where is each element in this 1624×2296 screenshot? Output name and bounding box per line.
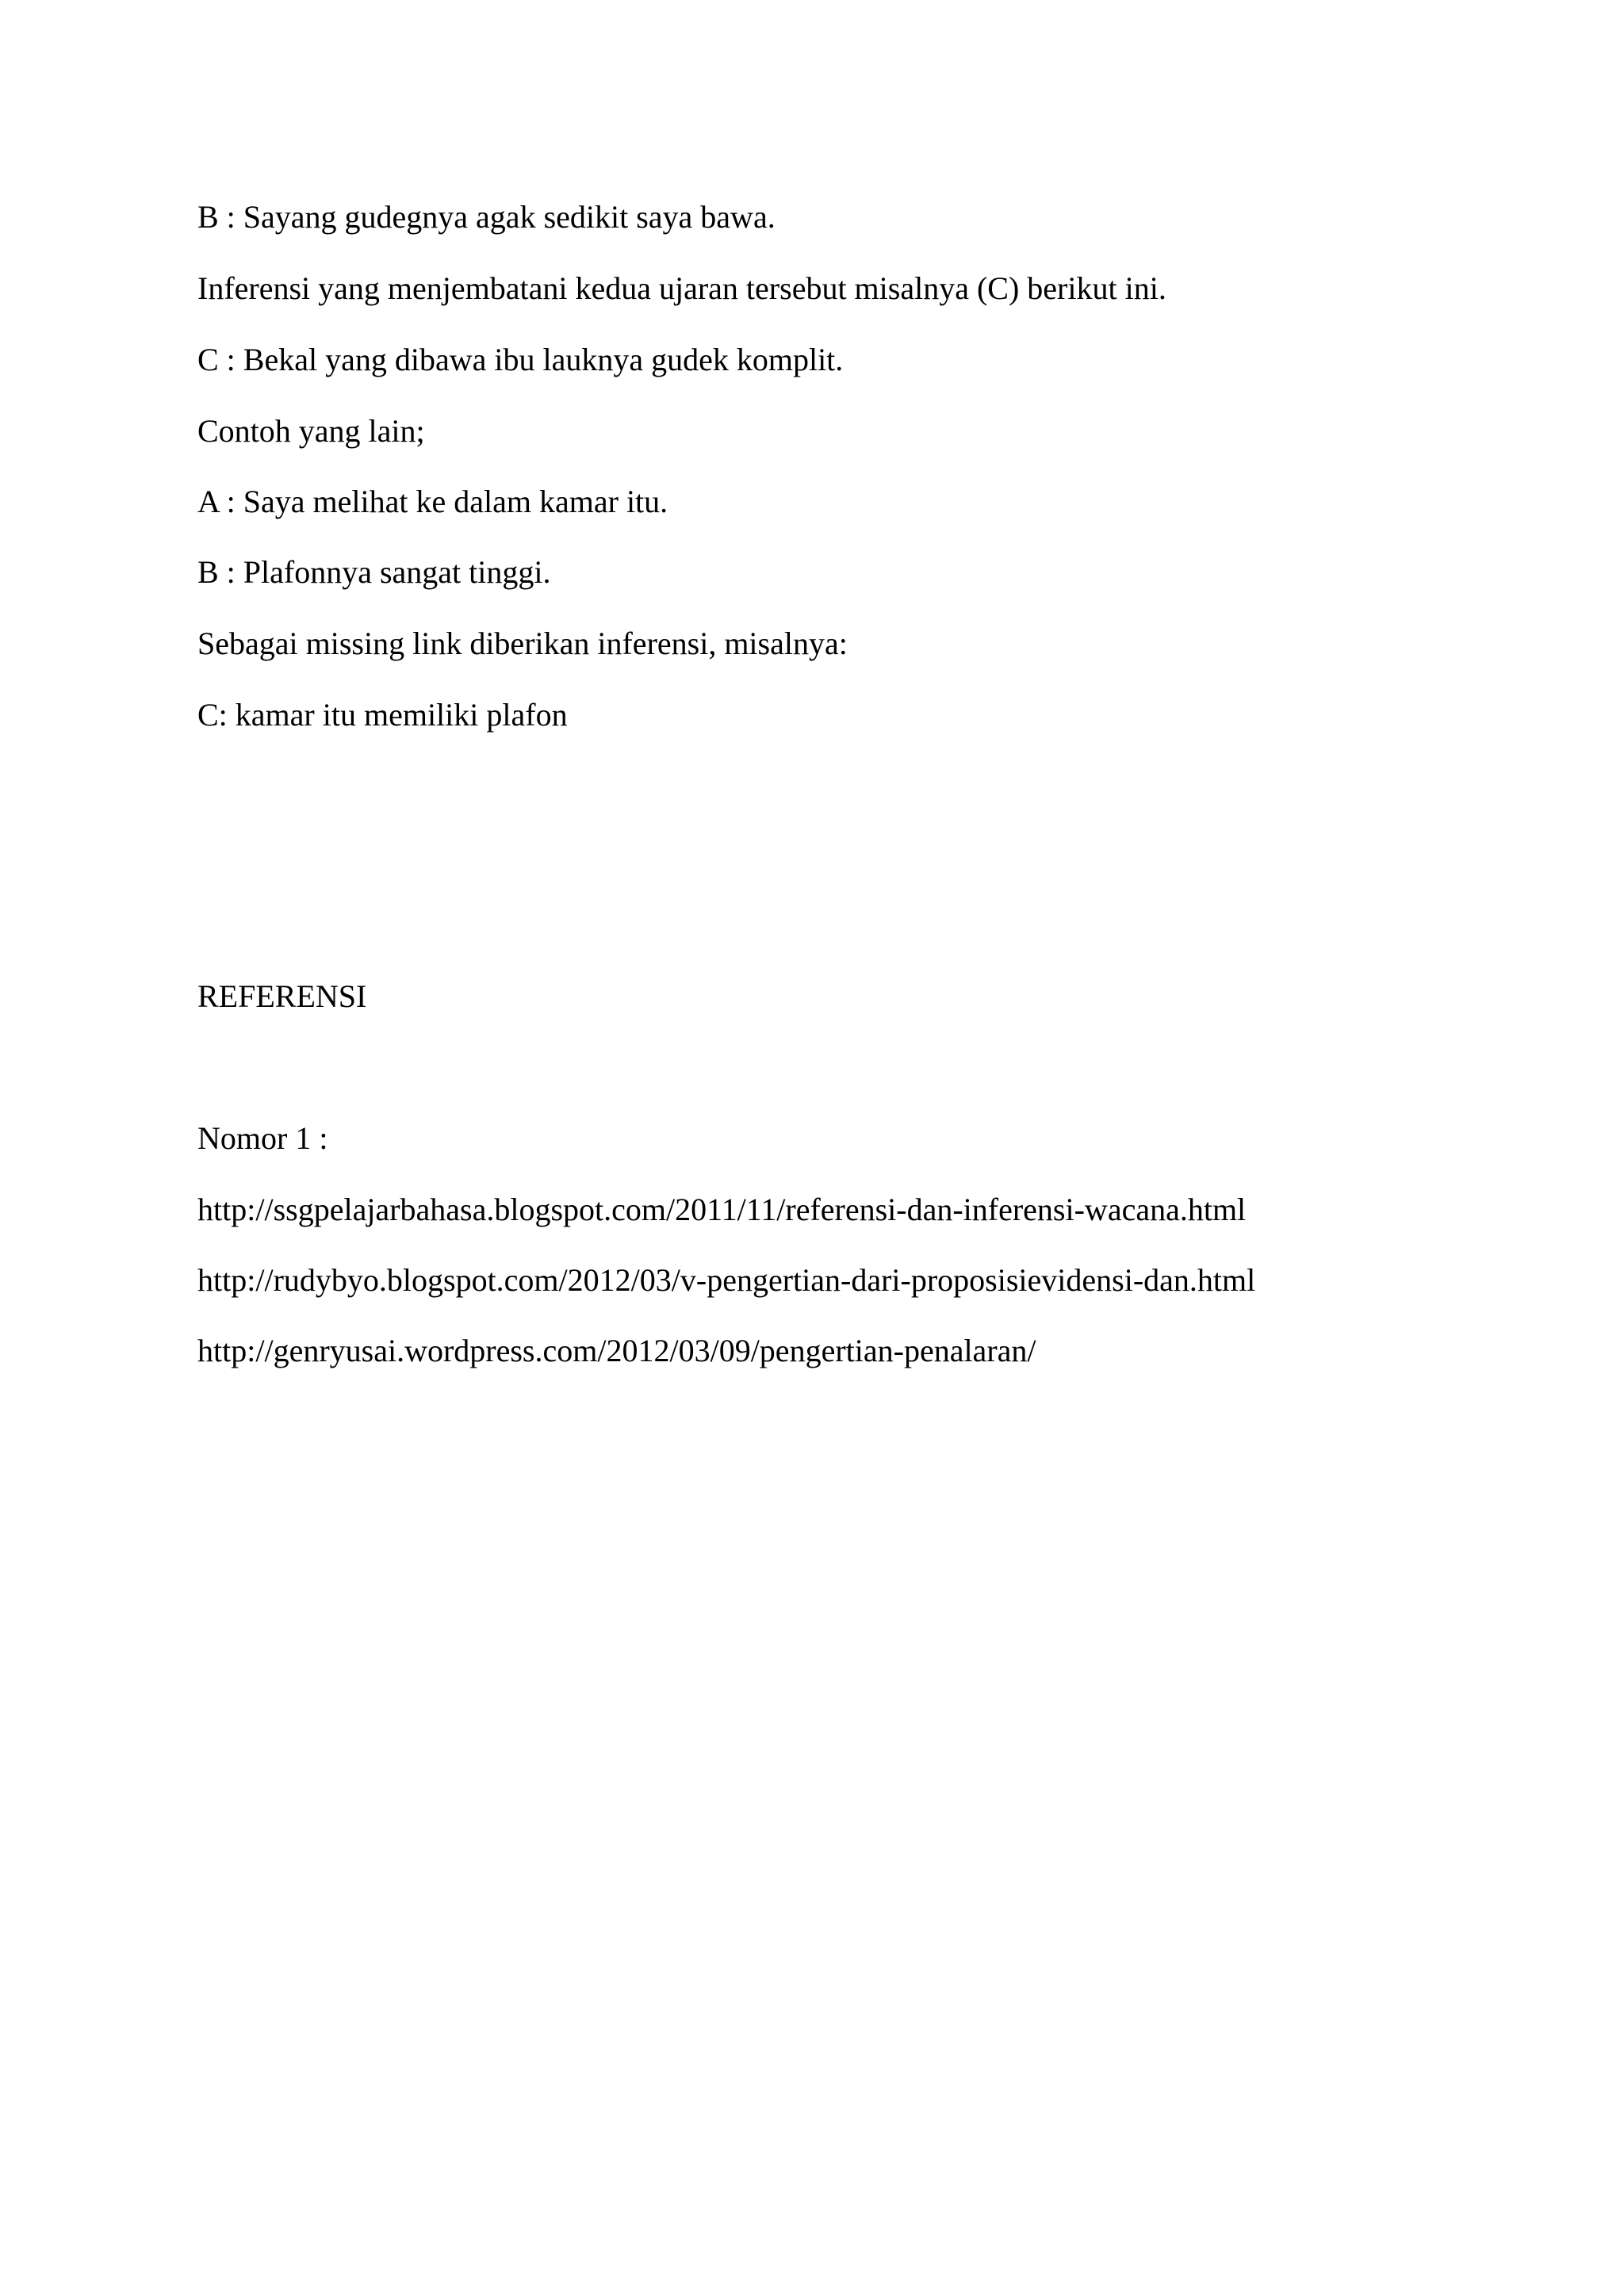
reference-link-3[interactable]: http://genryusai.wordpress.com/2012/03/09/pengertian-penalaran/: [197, 1333, 1036, 1368]
body-line-inferensi: Inferensi yang menjembatani kedua ujaran tersebut misalnya (C) berikut ini.: [197, 270, 1166, 306]
body-line-b-plafon: B : Plafonnya sangat tinggi.: [197, 554, 551, 590]
body-line-b-gudeg: B : Sayang gudegnya agak sedikit saya bawa.: [197, 199, 776, 235]
references-heading: REFERENSI: [197, 978, 367, 1014]
body-line-contoh: Contoh yang lain;: [197, 413, 425, 449]
body-line-missing-link: Sebagai missing link diberikan inferensi, misalnya:: [197, 626, 848, 661]
body-line-a-kamar: A : Saya melihat ke dalam kamar itu.: [197, 484, 668, 519]
reference-number-label: Nomor 1 :: [197, 1120, 328, 1156]
reference-link-1[interactable]: http://ssgpelajarbahasa.blogspot.com/2011/11/referensi-dan-inferensi-wacana.html: [197, 1192, 1247, 1227]
reference-link-2[interactable]: http://rudybyo.blogspot.com/2012/03/v-pengertian-dari-proposisievidensi-dan.html: [197, 1262, 1256, 1298]
body-line-c-bekal: C : Bekal yang dibawa ibu lauknya gudek komplit.: [197, 342, 844, 377]
body-line-c-plafon: C: kamar itu memiliki plafon: [197, 697, 568, 733]
